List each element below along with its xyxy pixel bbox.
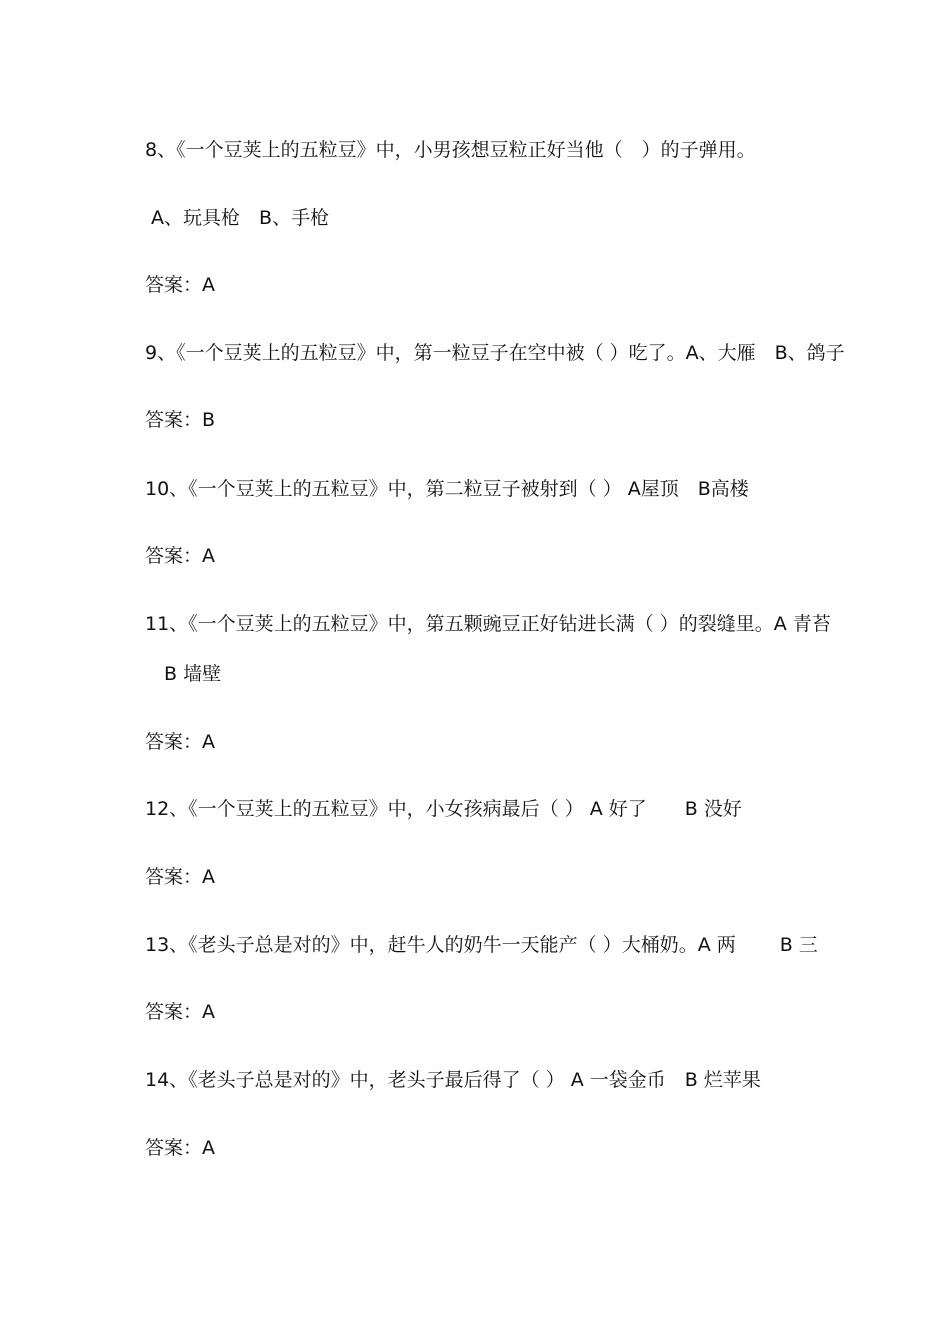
answer-8: 答案：A xyxy=(145,274,215,296)
answer-14: 答案：A xyxy=(145,1137,215,1159)
answer-11: 答案：A xyxy=(145,731,215,753)
question-12: 12、《一个豆荚上的五粒豆》中，小女孩病最后（ ） A 好了 B 没好 xyxy=(145,798,742,820)
question-10: 10、《一个豆荚上的五粒豆》中，第二粒豆子被射到（ ） A屋顶 B高楼 xyxy=(145,478,749,500)
answer-9: 答案：B xyxy=(145,409,216,431)
answer-12: 答案：A xyxy=(145,866,215,888)
question-13: 13、《老头子总是对的》中，赶牛人的奶牛一天能产（ ）大桶奶。A 两 B 三 xyxy=(145,934,818,956)
question-9: 9、《一个豆荚上的五粒豆》中，第一粒豆子在空中被（ ）吃了。A、大雁 B、鸽子 xyxy=(145,342,845,364)
question-11-continued: B 墙壁 xyxy=(145,663,222,685)
answer-13: 答案：A xyxy=(145,1001,215,1023)
question-14: 14、《老头子总是对的》中，老头子最后得了（ ） A 一袋金币 B 烂苹果 xyxy=(145,1069,761,1091)
answer-10: 答案：A xyxy=(145,545,215,567)
question-11: 11、《一个豆荚上的五粒豆》中，第五颗豌豆正好钻进长满（ ）的裂缝里。A 青苔 xyxy=(145,613,831,635)
question-8-options: A、玩具枪 B、手枪 xyxy=(145,207,330,229)
question-8: 8、《一个豆荚上的五粒豆》中，小男孩想豆粒正好当他（ ）的子弹用。 xyxy=(145,139,756,161)
